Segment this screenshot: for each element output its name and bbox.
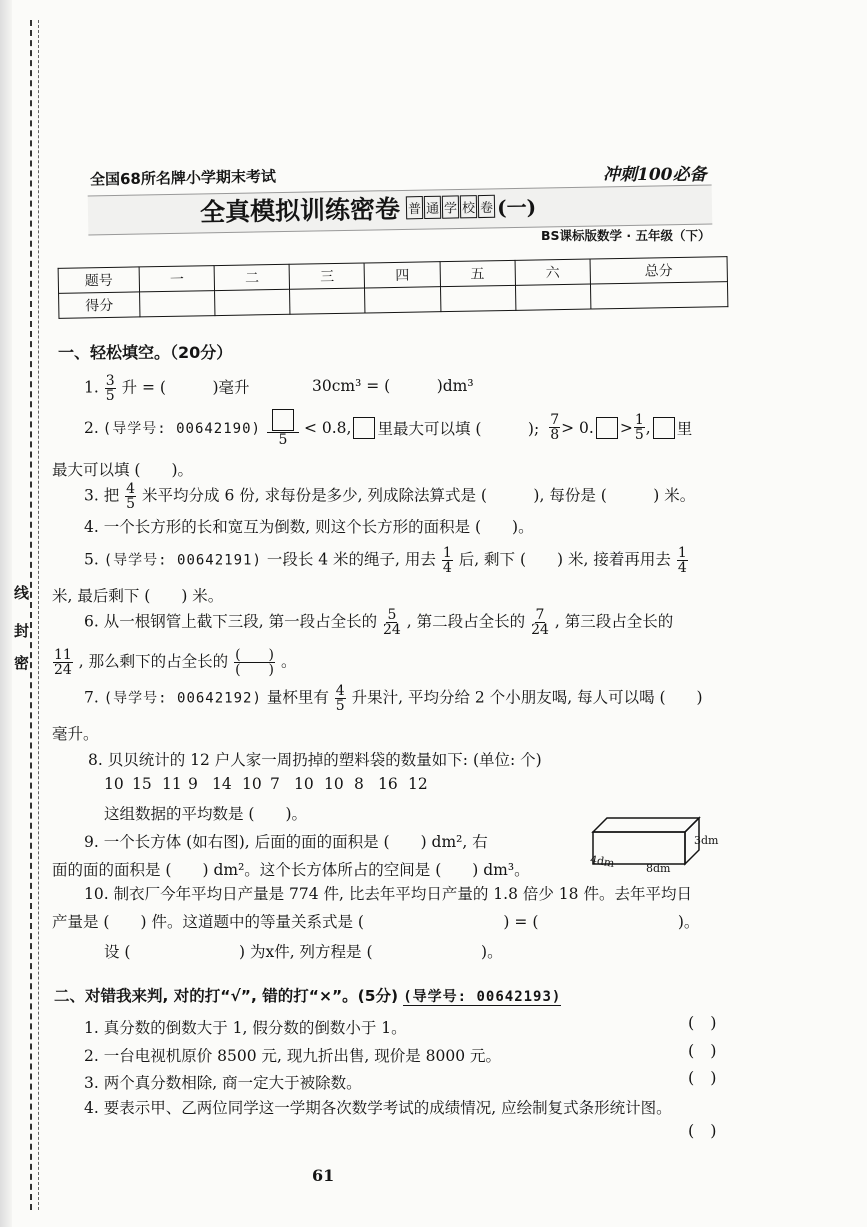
data-value: 10 (294, 775, 314, 793)
title-box-char: 普 (406, 196, 423, 219)
question-6 (84, 608, 673, 637)
fraction-blank (267, 408, 299, 447)
data-value: 10 (104, 775, 124, 793)
q-text: 升 = ( )毫升 (121, 378, 250, 397)
frac-den-blank[interactable]: ( ) (235, 662, 274, 678)
data-value: 14 (212, 775, 232, 793)
question-9-cont: 面的面的面积是 ( ) dm²。这个长方体所占的空间是 ( ) dm³。 (52, 861, 530, 879)
col-header: 一 (139, 266, 215, 292)
frac-den: 5 (634, 427, 644, 443)
question-10-line2: 产量是 ( ) 件。这道题中的等量关系式是 ( ) = ( )。 (52, 913, 700, 931)
frac-num: 1 (442, 545, 452, 561)
question-7 (84, 684, 703, 713)
section2-title: 二、对错我来判, 对的打“√”, 错的打“×”。(5分) (54, 987, 399, 1005)
answer-paren[interactable]: ( ) (688, 1041, 717, 1060)
data-value: 11 (162, 775, 182, 793)
q-text: > (619, 418, 633, 437)
fraction (53, 648, 73, 677)
binding-label-secret: 密 (14, 654, 30, 672)
question-2-cont: 最大可以填 ( )。 (52, 461, 194, 479)
data-value: 7 (270, 775, 280, 793)
data-value: 16 (378, 775, 398, 793)
score-cell[interactable] (215, 289, 291, 315)
title-box-char: 学 (442, 195, 459, 218)
binding-line-outer (30, 20, 32, 1210)
title-box-char: 卷 (478, 194, 495, 217)
binding-label-seal: 封 (14, 622, 30, 640)
dim-height: 3dm (694, 834, 719, 847)
frac-den: 5 (105, 388, 115, 404)
fraction (125, 482, 136, 511)
frac-num: 4 (126, 481, 136, 497)
q-text: , (645, 418, 651, 437)
binding-shade (0, 0, 12, 1227)
frac-num: 3 (105, 373, 115, 389)
judge-item-3: 3. 两个真分数相除, 商一定大于被除数。 (84, 1074, 362, 1092)
score-cell[interactable] (440, 285, 516, 311)
title-box-char: 校 (460, 195, 477, 218)
frac-den: 24 (531, 622, 549, 638)
frac-num: 7 (535, 607, 545, 623)
frac-num: 1 (677, 545, 687, 561)
frac-num-blank[interactable] (267, 408, 299, 433)
question-10: 10. 制衣厂今年平均日产量是 774 件, 比去年平均日产量的 1.8 倍少 18 件。去年平均日 (84, 885, 692, 903)
q-text: 米平均分成 6 份, 求每份是多少, 列成除法算式是 ( ), 每份是 ( ) 米。 (142, 486, 696, 505)
question-9: 9. 一个长方体 (如右图), 后面的面的面积是 ( ) dm², 右 (84, 833, 488, 851)
q-text: , 那么剩下的占全长的 (78, 652, 229, 671)
question-10-line3: 设 ( ) 为x件, 列方程是 ( )。 (104, 943, 503, 961)
data-value: 10 (324, 775, 344, 793)
col-header: 三 (289, 263, 365, 289)
score-cell[interactable] (590, 282, 727, 309)
question-4: 4. 一个长方形的长和宽互为倒数, 则这个长方形的面积是 ( )。 (84, 518, 534, 536)
data-value: 8 (354, 775, 364, 793)
frac-den: 5 (126, 496, 136, 512)
question-2 (84, 408, 692, 447)
q-text: 。 (280, 652, 297, 671)
col-header: 二 (214, 264, 290, 290)
question-6-cont (52, 648, 296, 677)
frac-num: 11 (54, 647, 72, 663)
data-value: 10 (242, 775, 262, 793)
guide-number: (导学号: 00642190) (102, 420, 261, 437)
answer-paren[interactable]: ( ) (688, 1068, 717, 1087)
row-label: 题号 (58, 267, 139, 293)
frac-num: 5 (387, 607, 397, 623)
title-suffix: (一) (496, 194, 537, 220)
frac-num: 4 (335, 683, 345, 699)
question-7-cont: 毫升。 (52, 725, 99, 743)
answer-paren[interactable]: ( ) (688, 1013, 717, 1032)
question-5-cont: 米, 最后剩下 ( ) 米。 (52, 587, 224, 605)
edition-label: BS课标版数学 · 五年级（下） (541, 228, 711, 243)
dim-length: 8dm (646, 862, 671, 875)
fraction (335, 684, 346, 713)
binding-line-inner (38, 20, 39, 1210)
blank-box[interactable] (272, 409, 294, 431)
answer-paren[interactable]: ( ) (688, 1121, 717, 1140)
fraction (634, 413, 645, 442)
question-1 (84, 374, 250, 403)
exam-series: 全国68所名牌小学期末考试 (89, 167, 277, 189)
title-main: 全真模拟训练密卷 (199, 194, 401, 227)
section1-heading: 一、轻松填空。（20分） (58, 343, 233, 362)
score-cell[interactable] (140, 291, 216, 317)
score-cell[interactable] (365, 287, 441, 313)
judge-item-2: 2. 一台电视机原价 8500 元, 现九折出售, 现价是 8000 元。 (84, 1047, 502, 1065)
q-text: 里 (676, 419, 693, 438)
q-text: 升果汁, 平均分给 2 个小朋友喝, 每人可以喝 ( ) (351, 688, 703, 707)
fraction (442, 546, 453, 575)
row-label: 得分 (59, 292, 140, 318)
fraction (105, 374, 116, 403)
frac-den: 4 (442, 560, 452, 576)
frac-den: 5 (335, 698, 345, 714)
col-header: 六 (515, 259, 591, 285)
slogan: 冲刺100必备 (603, 165, 707, 185)
data-value: 15 (132, 775, 152, 793)
page-number: 61 (312, 1166, 335, 1185)
q-text: 6. 从一根钢管上截下三段, 第一段占全长的 (84, 612, 378, 631)
col-header: 总分 (590, 257, 727, 284)
frac-num: 7 (550, 412, 560, 428)
section2-heading (54, 984, 561, 1006)
frac-den: 4 (677, 560, 687, 576)
q8-data-values (104, 775, 432, 793)
score-cell[interactable] (515, 284, 591, 310)
question-5 (84, 546, 689, 575)
q-prefix: 3. 把 (84, 486, 120, 505)
frac-den: 5 (278, 432, 288, 448)
frac-den: 8 (550, 427, 560, 443)
blank-box[interactable] (596, 417, 618, 439)
q-text: , 第三段占全长的 (554, 612, 674, 631)
judge-item-4: 4. 要表示甲、乙两位同学这一学期各次数学考试的成绩情况, 应绘制复式条形统计图。 (84, 1099, 672, 1117)
q-text: 量杯里有 (266, 688, 329, 707)
guide-number: (导学号: 00642191) (103, 552, 262, 569)
q-prefix: 5. (84, 550, 99, 569)
title-box-chars (406, 194, 495, 219)
q-text: 里最大可以填 ( ); (377, 419, 540, 438)
frac-num: 1 (634, 412, 644, 428)
q-prefix: 2. (84, 418, 99, 437)
fraction (677, 546, 688, 575)
q-text: > 0. (561, 418, 594, 437)
question-8: 8. 贝贝统计的 12 户人家一周扔掉的塑料袋的数量如下: (单位: 个) (88, 751, 542, 769)
question-8-tail: 这组数据的平均数是 ( )。 (104, 805, 308, 823)
blank-box[interactable] (353, 417, 375, 439)
fraction (383, 608, 401, 637)
fraction (531, 608, 549, 637)
fraction (549, 413, 560, 442)
exam-title (200, 187, 537, 229)
fraction-blank[interactable] (234, 648, 275, 677)
q-prefix: 7. (84, 688, 99, 707)
data-value: 9 (188, 775, 198, 793)
judge-item-1: 1. 真分数的倒数大于 1, 假分数的倒数小于 1。 (84, 1019, 407, 1037)
frac-den: 24 (383, 622, 401, 638)
question-1b: 30cm³ = ( )dm³ (312, 377, 474, 395)
q-text: 后, 剩下 ( ) 米, 接着再用去 (458, 550, 671, 569)
col-header: 四 (365, 262, 441, 288)
score-cell[interactable] (290, 288, 366, 314)
dim-width: 4dm (589, 852, 616, 871)
binding-label-line: 线 (14, 584, 30, 602)
data-value: 12 (408, 775, 428, 793)
col-header: 五 (440, 260, 516, 286)
frac-num-blank[interactable]: ( ) (235, 647, 274, 663)
title-box-char: 通 (424, 195, 441, 218)
guide-number: (导学号: 00642193) (403, 989, 562, 1005)
question-3 (84, 482, 695, 511)
guide-number: (导学号: 00642192) (103, 690, 262, 707)
q-text: 一段长 4 米的绳子, 用去 (266, 550, 436, 569)
q-prefix: 1. (84, 378, 99, 397)
q-text: , 第二段占全长的 (406, 612, 526, 631)
frac-den: 24 (54, 662, 72, 678)
score-table (58, 256, 729, 319)
q-text: < 0.8, (303, 418, 352, 437)
blank-box[interactable] (653, 417, 675, 439)
